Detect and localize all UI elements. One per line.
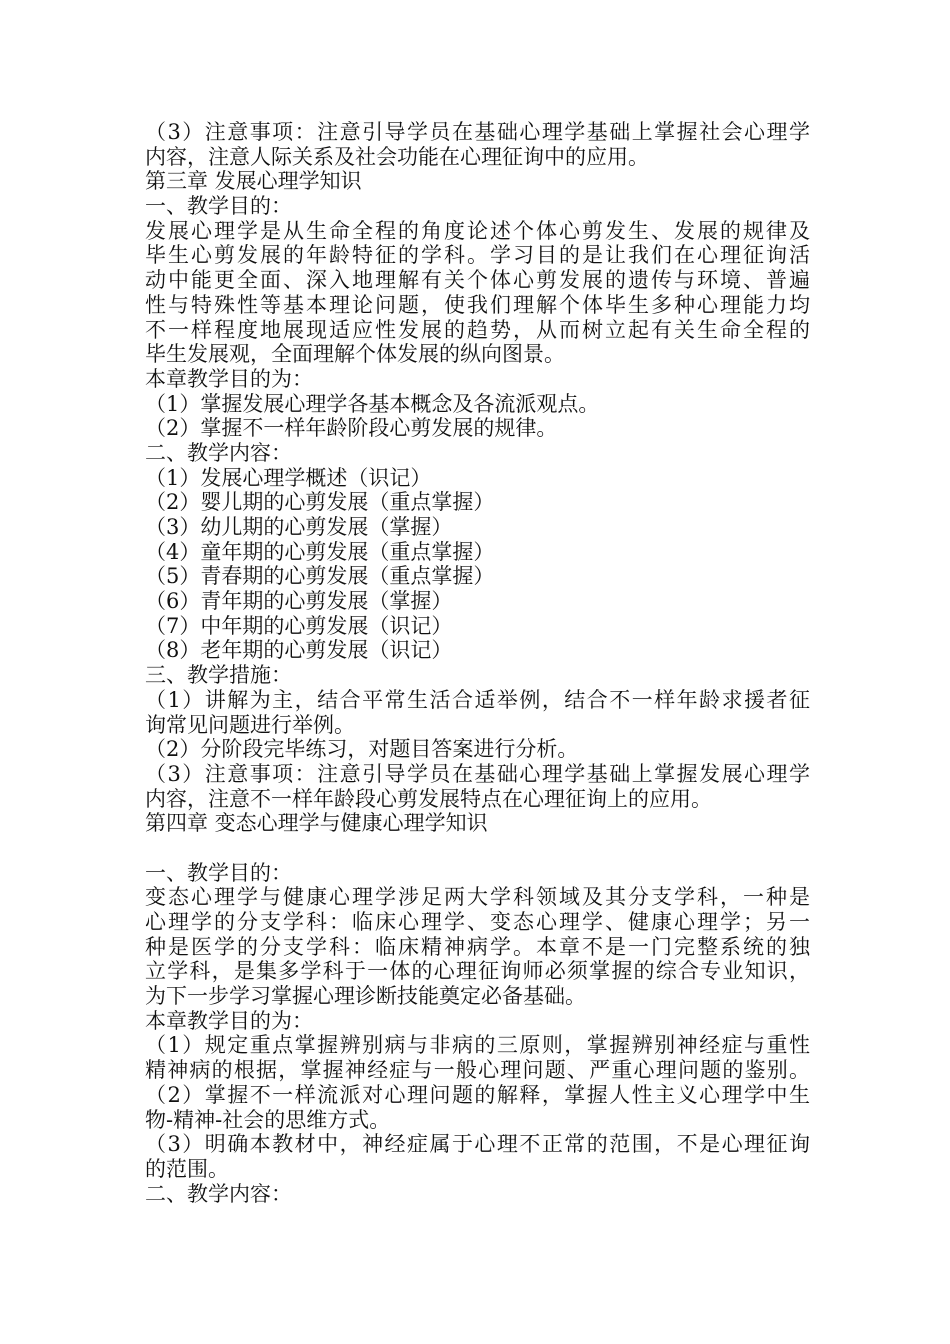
text-line <box>145 836 810 861</box>
text-line: （5）青春期的心剪发展（重点掌握） <box>145 564 495 589</box>
text-line: 心理学的分支学科：临床心理学、变态心理学、健康心理学；另一 <box>145 910 810 934</box>
text-line: （3）明确本教材中，神经症属于心理不正常的范围，不是心理征询 <box>145 1132 810 1157</box>
text-line: 一、教学目的： <box>145 860 292 885</box>
text-line: 性与特殊性等基本理论问题，使我们理解个体毕生多种心理能力均 <box>145 292 810 317</box>
text-line: 第三章 发展心理学知识 <box>145 169 362 194</box>
text-line: 种是医学的分支学科：临床精神病学。本章不是一门完整系统的独 <box>145 934 810 959</box>
text-line: 物-精神-社会的思维方式。 <box>145 1107 391 1132</box>
text-line: （2）分阶段完毕练习，对题目答案进行分析。 <box>145 737 579 762</box>
text-line: 的范围。 <box>145 1156 229 1181</box>
text-line: （2）婴儿期的心剪发展（重点掌握） <box>145 490 495 515</box>
text-line: （7）中年期的心剪发展（识记） <box>145 613 453 638</box>
text-line: 毕生心剪发展的年龄特征的学科。学习目的是让我们在心理征询活 <box>145 243 810 268</box>
text-line: （3）注意事项：注意引导学员在基础心理学基础上掌握社会心理学 <box>145 120 810 144</box>
text-line: （1）发展心理学概述（识记） <box>145 465 432 490</box>
text-line: 二、教学内容： <box>145 1181 292 1206</box>
text-line: 不一样程度地展现适应性发展的趋势，从而树立起有关生命全程的 <box>145 317 810 342</box>
text-line: 第四章 变态心理学与健康心理学知识 <box>145 811 488 836</box>
text-line: 动中能更全面、深入地理解有关个体心剪发展的遗传与环境、普遍 <box>145 268 810 293</box>
text-line: 本章教学目的为： <box>145 366 313 391</box>
text-line: 内容，注意不一样年龄段心剪发展特点在心理征询上的应用。 <box>145 786 712 811</box>
text-line: （4）童年期的心剪发展（重点掌握） <box>145 539 495 564</box>
text-line: 一、教学目的： <box>145 194 292 219</box>
text-line: 三、教学措施： <box>145 663 292 688</box>
text-line: 精神病的根据，掌握神经症与一般心理问题、严重心理问题的鉴别。 <box>145 1058 810 1083</box>
text-line: （1）讲解为主，结合平常生活合适举例，结合不一样年龄求援者征 <box>145 687 810 712</box>
document-page <box>145 120 810 1206</box>
text-line: 发展心理学是从生命全程的角度论述个体心剪发生、发展的规律及 <box>145 218 810 243</box>
text-line: （3）幼儿期的心剪发展（掌握） <box>145 515 453 539</box>
text-line: （1）掌握发展心理学各基本概念及各流派观点。 <box>145 391 600 416</box>
text-line: 立学科，是集多学科于一体的心理征询师必须掌握的综合专业知识， <box>145 959 810 984</box>
text-line: （2）掌握不一样年龄阶段心剪发展的规律。 <box>145 416 558 441</box>
text-line: 询常见问题进行举例。 <box>145 712 355 737</box>
text-line: 本章教学目的为： <box>145 1008 313 1033</box>
text-line: 毕生发展观，全面理解个体发展的纵向图景。 <box>145 342 565 367</box>
text-line: 内容，注意人际关系及社会功能在心理征询中的应用。 <box>145 144 649 169</box>
text-line: （6）青年期的心剪发展（掌握） <box>145 589 453 614</box>
text-line: （8）老年期的心剪发展（识记） <box>145 638 453 663</box>
text-line: 变态心理学与健康心理学涉足两大学科领域及其分支学科，一种是 <box>145 885 810 910</box>
text-line: （3）注意事项：注意引导学员在基础心理学基础上掌握发展心理学 <box>145 761 810 786</box>
text-line: 为下一步学习掌握心理诊断技能奠定必备基础。 <box>145 984 586 1009</box>
text-line: （1）规定重点掌握辨别病与非病的三原则，掌握辨别神经症与重性 <box>145 1033 810 1058</box>
text-line: （2）掌握不一样流派对心理问题的解释，掌握人性主义心理学中生 <box>145 1082 810 1107</box>
text-line: 二、教学内容： <box>145 440 292 465</box>
